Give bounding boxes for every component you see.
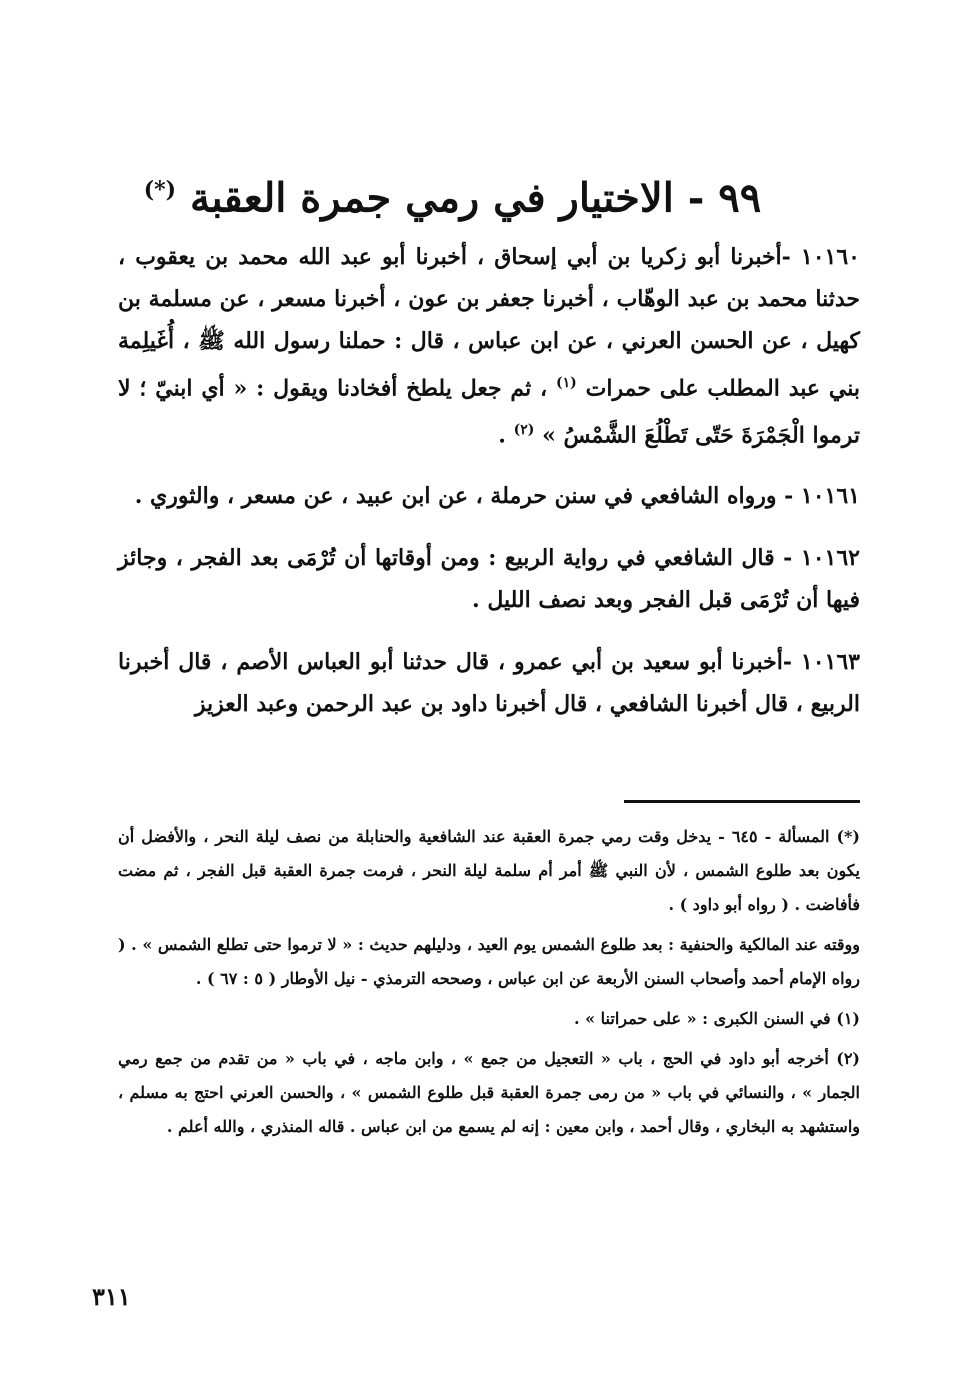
hadith-entry-10161: ١٠١٦١ - ورواه الشافعي في سنن حرملة ، عن ابن عبيد ، عن مسعر ، والثوري . bbox=[134, 482, 860, 509]
footnote-ref-2[interactable]: (٢) bbox=[513, 422, 535, 439]
footnote-1: (١) في السنن الكبرى : « على حمراتنا » . bbox=[573, 1009, 860, 1028]
hadith-entry-10163: ١٠١٦٣ -أخبرنا أبو سعيد بن أبي عمرو ، قال حدثنا أبو العباس الأصم ، قال أخبرنا الربيع ، قال أخبرنا الشافعي ، قال أخبرنا داود بن عبد الرحمن وعبد العزيز bbox=[118, 648, 860, 717]
footnote-ref-1[interactable]: (١) bbox=[556, 375, 577, 391]
hadith-entry-10160-end: . bbox=[498, 422, 506, 449]
footnotes bbox=[118, 820, 860, 1150]
page-number: ٣١١ bbox=[92, 1282, 131, 1311]
chapter-title bbox=[120, 160, 785, 228]
chapter-footnote-mark: (*) bbox=[143, 177, 177, 203]
chapter-title-text: ٩٩ - الاختيار في رمي جمرة العقبة bbox=[190, 174, 762, 222]
footnote-2: (٢) أخرجه أبو داود في الحج ، باب « التعجيل من جمع » ، وابن ماجه ، في باب « من تقدم من جمع رمي الجمار » ، والنسائي في باب « من رمى جمرة العقبة قبل طلوع الشمس » ، والحسن العرني احتج به مسلم ، واستشهد به البخاري ، وقال أحمد ، وابن معين : إنه لم يسمع من ابن عباس . قاله المنذري ، والله أعلم . bbox=[118, 1049, 860, 1136]
footnote-issue-continued: ووقته عند المالكية والحنفية : بعد طلوع الشمس يوم العيد ، ودليلهم حديث : « لا ترموا حتى تطلع الشمس » . ( رواه الإمام أحمد وأصحاب السنن الأربعة عن ابن عباس ، وصححه الترمذي - نيل الأوطار ( ٥ : ٦٧ ) . bbox=[118, 935, 860, 988]
hadith-entry-10162: ١٠١٦٢ - قال الشافعي في رواية الربيع : ومن أوقاتها أن تُرْمَى بعد الفجر ، وجائز فيها أن تُرْمَى قبل الفجر وبعد نصف الليل . bbox=[118, 544, 860, 613]
footnote-issue: (*) المسألة - ٦٤٥ - يدخل وقت رمي جمرة العقبة عند الشافعية والحنابلة من نصف ليلة النحر ، والأفضل أن يكون بعد طلوع الشمس ، لأن النبي ﷺ أمر أم سلمة ليلة النحر ، فرمت جمرة العقبة قبل الفجر ، ثم مضت فأفاضت . ( رواه أبو داود ) . bbox=[118, 827, 860, 914]
hadith-entry-10160-text: ١٠١٦٠ -أخبرنا أبو زكريا بن أبي إسحاق ، أخبرنا أبو عبد الله محمد بن يعقوب ، حدثنا محمد بن عبد الوهّاب ، أخبرنا جعفر بن عون ، أخبرنا مسعر ، عن مسلمة بن كهيل ، عن الحسن العرني ، عن ابن عباس ، قال : حملنا رسول الله ﷺ ، أُغَيلِمة بني عبد المطلب على حمرات bbox=[118, 244, 860, 402]
footnote-separator bbox=[624, 800, 860, 803]
hadith-entry-10160 bbox=[118, 236, 860, 457]
hadith-entry-10160-text-continued: ، ثم جعل يلطخ أفخادنا ويقول : « أي ابنيّ ؛ لا ترموا الْجَمْرَةَ حَتّى تَطْلُعَ الشَّمْسُ » bbox=[118, 375, 860, 449]
main-text bbox=[118, 236, 860, 745]
